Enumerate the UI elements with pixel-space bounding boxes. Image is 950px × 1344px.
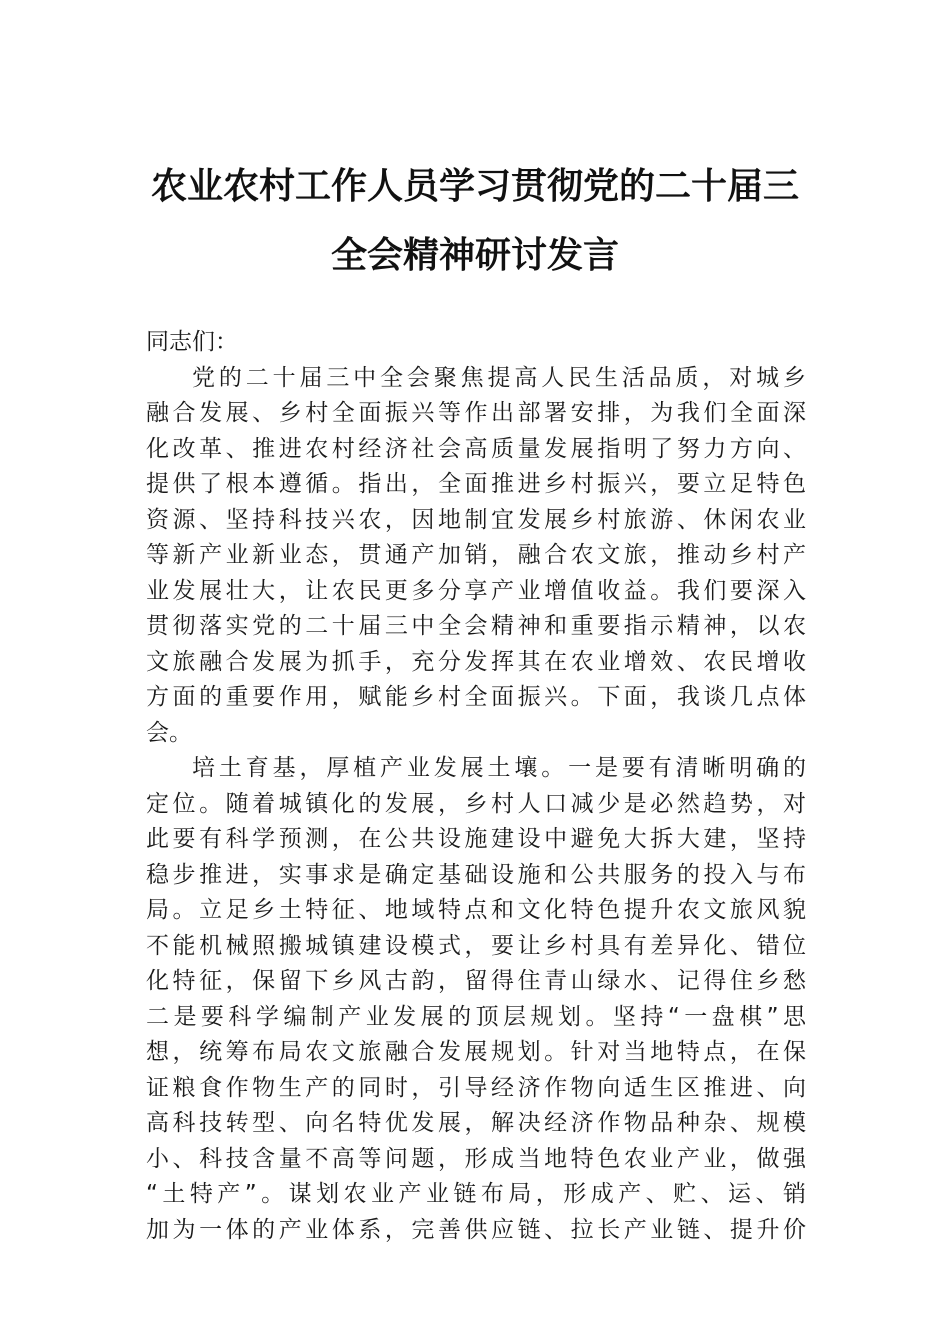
body-text-line: 不能机械照搬城镇建设模式，要让乡村具有差异化、错位	[146, 932, 806, 959]
body-text-line: 此要有科学预测，在公共设施建设中避免大拆大建，坚持	[146, 826, 806, 852]
body-text-line: 文旅融合发展为抓手，充分发挥其在农业增效、农民增收	[146, 648, 806, 675]
body-text-line: “土特产”。谋划农业产业链布局，形成产、贮、运、销	[146, 1181, 806, 1207]
body-text-line: 会。	[146, 719, 192, 746]
body-text-line: 局。立足乡土特征、地域特点和文化特色提升农文旅风貌	[146, 897, 806, 923]
body-text-line: 贯彻落实党的二十届三中全会精神和重要指示精神，以农	[146, 613, 806, 639]
body-text-line: 化改革、推进农村经济社会高质量发展指明了努力方向、	[146, 435, 806, 462]
greeting: 同志们：	[146, 329, 238, 355]
body-text-line: 二是要科学编制产业发展的顶层规划。坚持“一盘棋”思	[146, 1003, 806, 1030]
body-text-line: 稳步推进，实事求是确定基础设施和公共服务的投入与布	[146, 861, 806, 888]
body-text-line: 证粮食作物生产的同时，引导经济作物向适生区推进、向	[146, 1074, 806, 1101]
body-text-line: 业发展壮大，让农民更多分享产业增值收益。我们要深入	[146, 577, 806, 604]
body-text-line: 资源、坚持科技兴农，因地制宜发展乡村旅游、休闲农业	[146, 506, 806, 533]
document-title-line-2: 全会精神研讨发言	[330, 234, 619, 276]
body-text-line: 培土育基，厚植产业发展土壤。一是要有清晰明确的	[192, 755, 806, 781]
body-text-line: 化特征，保留下乡风古韵，留得住青山绿水、记得住乡愁	[146, 968, 806, 994]
body-text-line: 提供了根本遵循。指出，全面推进乡村振兴，要立足特色	[146, 471, 806, 497]
body-text-line: 融合发展、乡村全面振兴等作出部署安排，为我们全面深	[146, 400, 806, 426]
body-text-line: 党的二十届三中全会聚焦提高人民生活品质，对城乡	[192, 364, 806, 391]
body-text-line: 高科技转型、向名特优发展，解决经济作物品种杂、规模	[146, 1110, 806, 1136]
body-text-line: 加为一体的产业体系，完善供应链、拉长产业链、提升价	[146, 1216, 806, 1243]
body-text-line: 等新产业新业态，贯通产加销，融合农文旅，推动乡村产	[146, 542, 806, 568]
body-text-line: 定位。随着城镇化的发展，乡村人口减少是必然趋势，对	[146, 790, 806, 817]
body-text-line: 小、科技含量不高等问题，形成当地特色农业产业，做强	[146, 1145, 806, 1172]
body-text-line: 想，统筹布局农文旅融合发展规划。针对当地特点，在保	[146, 1039, 806, 1065]
body-text-line: 方面的重要作用，赋能乡村全面振兴。下面，我谈几点体	[146, 684, 806, 710]
document-title-line-1: 农业农村工作人员学习贯彻党的二十届三	[150, 165, 799, 207]
document-body	[146, 325, 806, 1248]
